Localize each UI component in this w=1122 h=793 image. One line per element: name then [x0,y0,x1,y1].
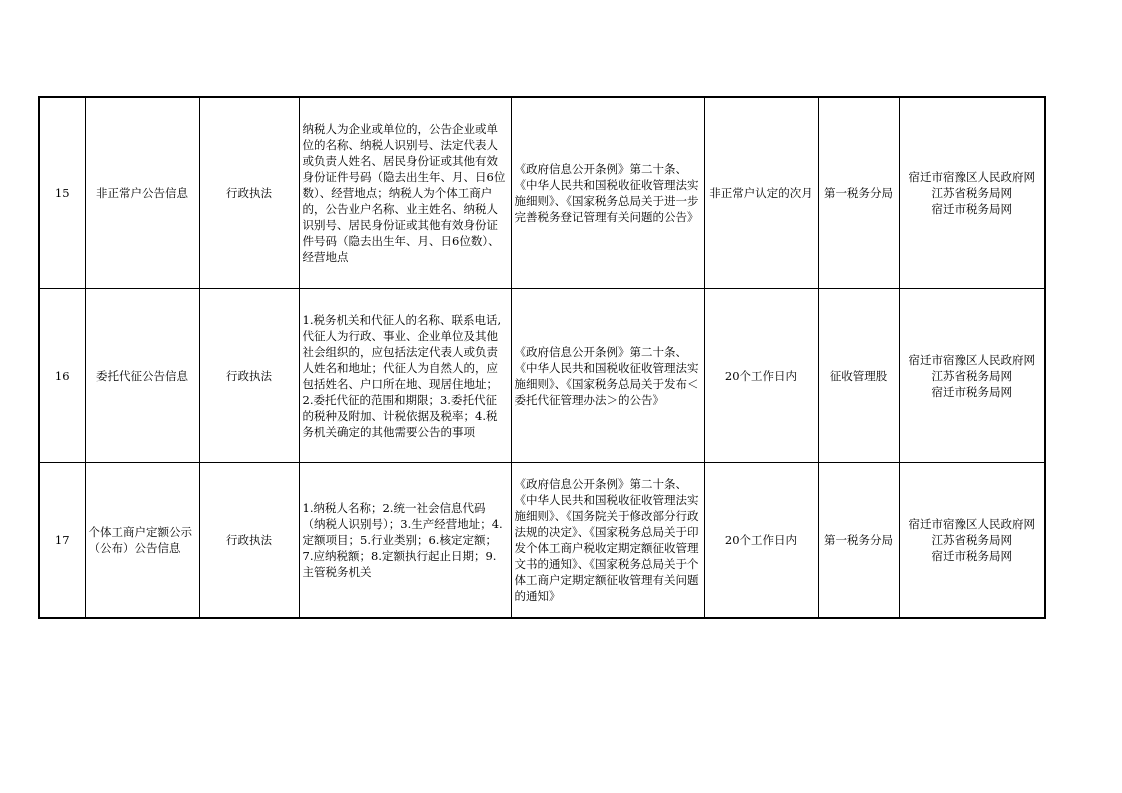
disclosure-time: 20个工作日内 [704,289,818,463]
disclosure-channel: 宿迁市宿豫区人民政府网 江苏省税务局网 宿迁市税务局网 [899,463,1045,619]
disclosure-content: 纳税人为企业或单位的，公告企业或单位的名称、纳税人识别号、法定代表人或负责人姓名、居民身份证或其他有效身份证件号码（隐去出生年、月、日6位数）、经营地点；纳税人为个体工商户的，公告业户名称、业主姓名、纳税人识别号、居民身份证或其他有效身份证件号码（隐去出生年、月、日6位数）、经营地点 [299,97,511,289]
responsible-department: 第一税务分局 [818,97,899,289]
category: 行政执法 [199,289,299,463]
disclosure-content: 1.纳税人名称；2.统一社会信息代码（纳税人识别号）；3.生产经营地址；4.定额项目；5.行业类别；6.核定定额；7.应纳税额；8.定额执行起止日期；9.主管税务机关 [299,463,511,619]
responsible-department: 第一税务分局 [818,463,899,619]
item-name: 个体工商户定额公示（公布）公告信息 [85,463,199,619]
disclosure-time: 20个工作日内 [704,463,818,619]
table-row [39,97,1045,289]
item-name: 委托代征公告信息 [85,289,199,463]
legal-basis: 《政府信息公开条例》第二十条、《中华人民共和国税收征收管理法实施细则》、《国务院关于修改部分行政法规的决定》、《国家税务总局关于印发个体工商户税收定期定额征收管理文书的通知》、《国家税务总局关于个体工商户定期定额征收管理有关问题的通知》 [511,463,704,619]
disclosure-content: 1.税务机关和代征人的名称、联系电话,代征人为行政、事业、企业单位及其他社会组织的，应包括法定代表人或负责人姓名和地址；代征人为自然人的，应包括姓名、户口所在地、现居住地址；2.委托代征的范围和期限；3.委托代征的税种及附加、计税依据及税率；4.税务机关确定的其他需要公告的事项 [299,289,511,463]
item-name: 非正常户公告信息 [85,97,199,289]
legal-basis: 《政府信息公开条例》第二十条、《中华人民共和国税收征收管理法实施细则》、《国家税务总局关于进一步完善税务登记管理有关问题的公告》 [511,97,704,289]
responsible-department: 征收管理股 [818,289,899,463]
row-number: 17 [39,463,85,619]
disclosure-time: 非正常户认定的次月 [704,97,818,289]
legal-basis: 《政府信息公开条例》第二十条、《中华人民共和国税收征收管理法实施细则》、《国家税务总局关于发布＜委托代征管理办法＞的公告》 [511,289,704,463]
table-row [39,289,1045,463]
disclosure-table [38,96,1046,619]
row-number: 15 [39,97,85,289]
category: 行政执法 [199,463,299,619]
category: 行政执法 [199,97,299,289]
row-number: 16 [39,289,85,463]
disclosure-channel: 宿迁市宿豫区人民政府网 江苏省税务局网 宿迁市税务局网 [899,97,1045,289]
disclosure-channel: 宿迁市宿豫区人民政府网 江苏省税务局网 宿迁市税务局网 [899,289,1045,463]
table-row [39,463,1045,619]
